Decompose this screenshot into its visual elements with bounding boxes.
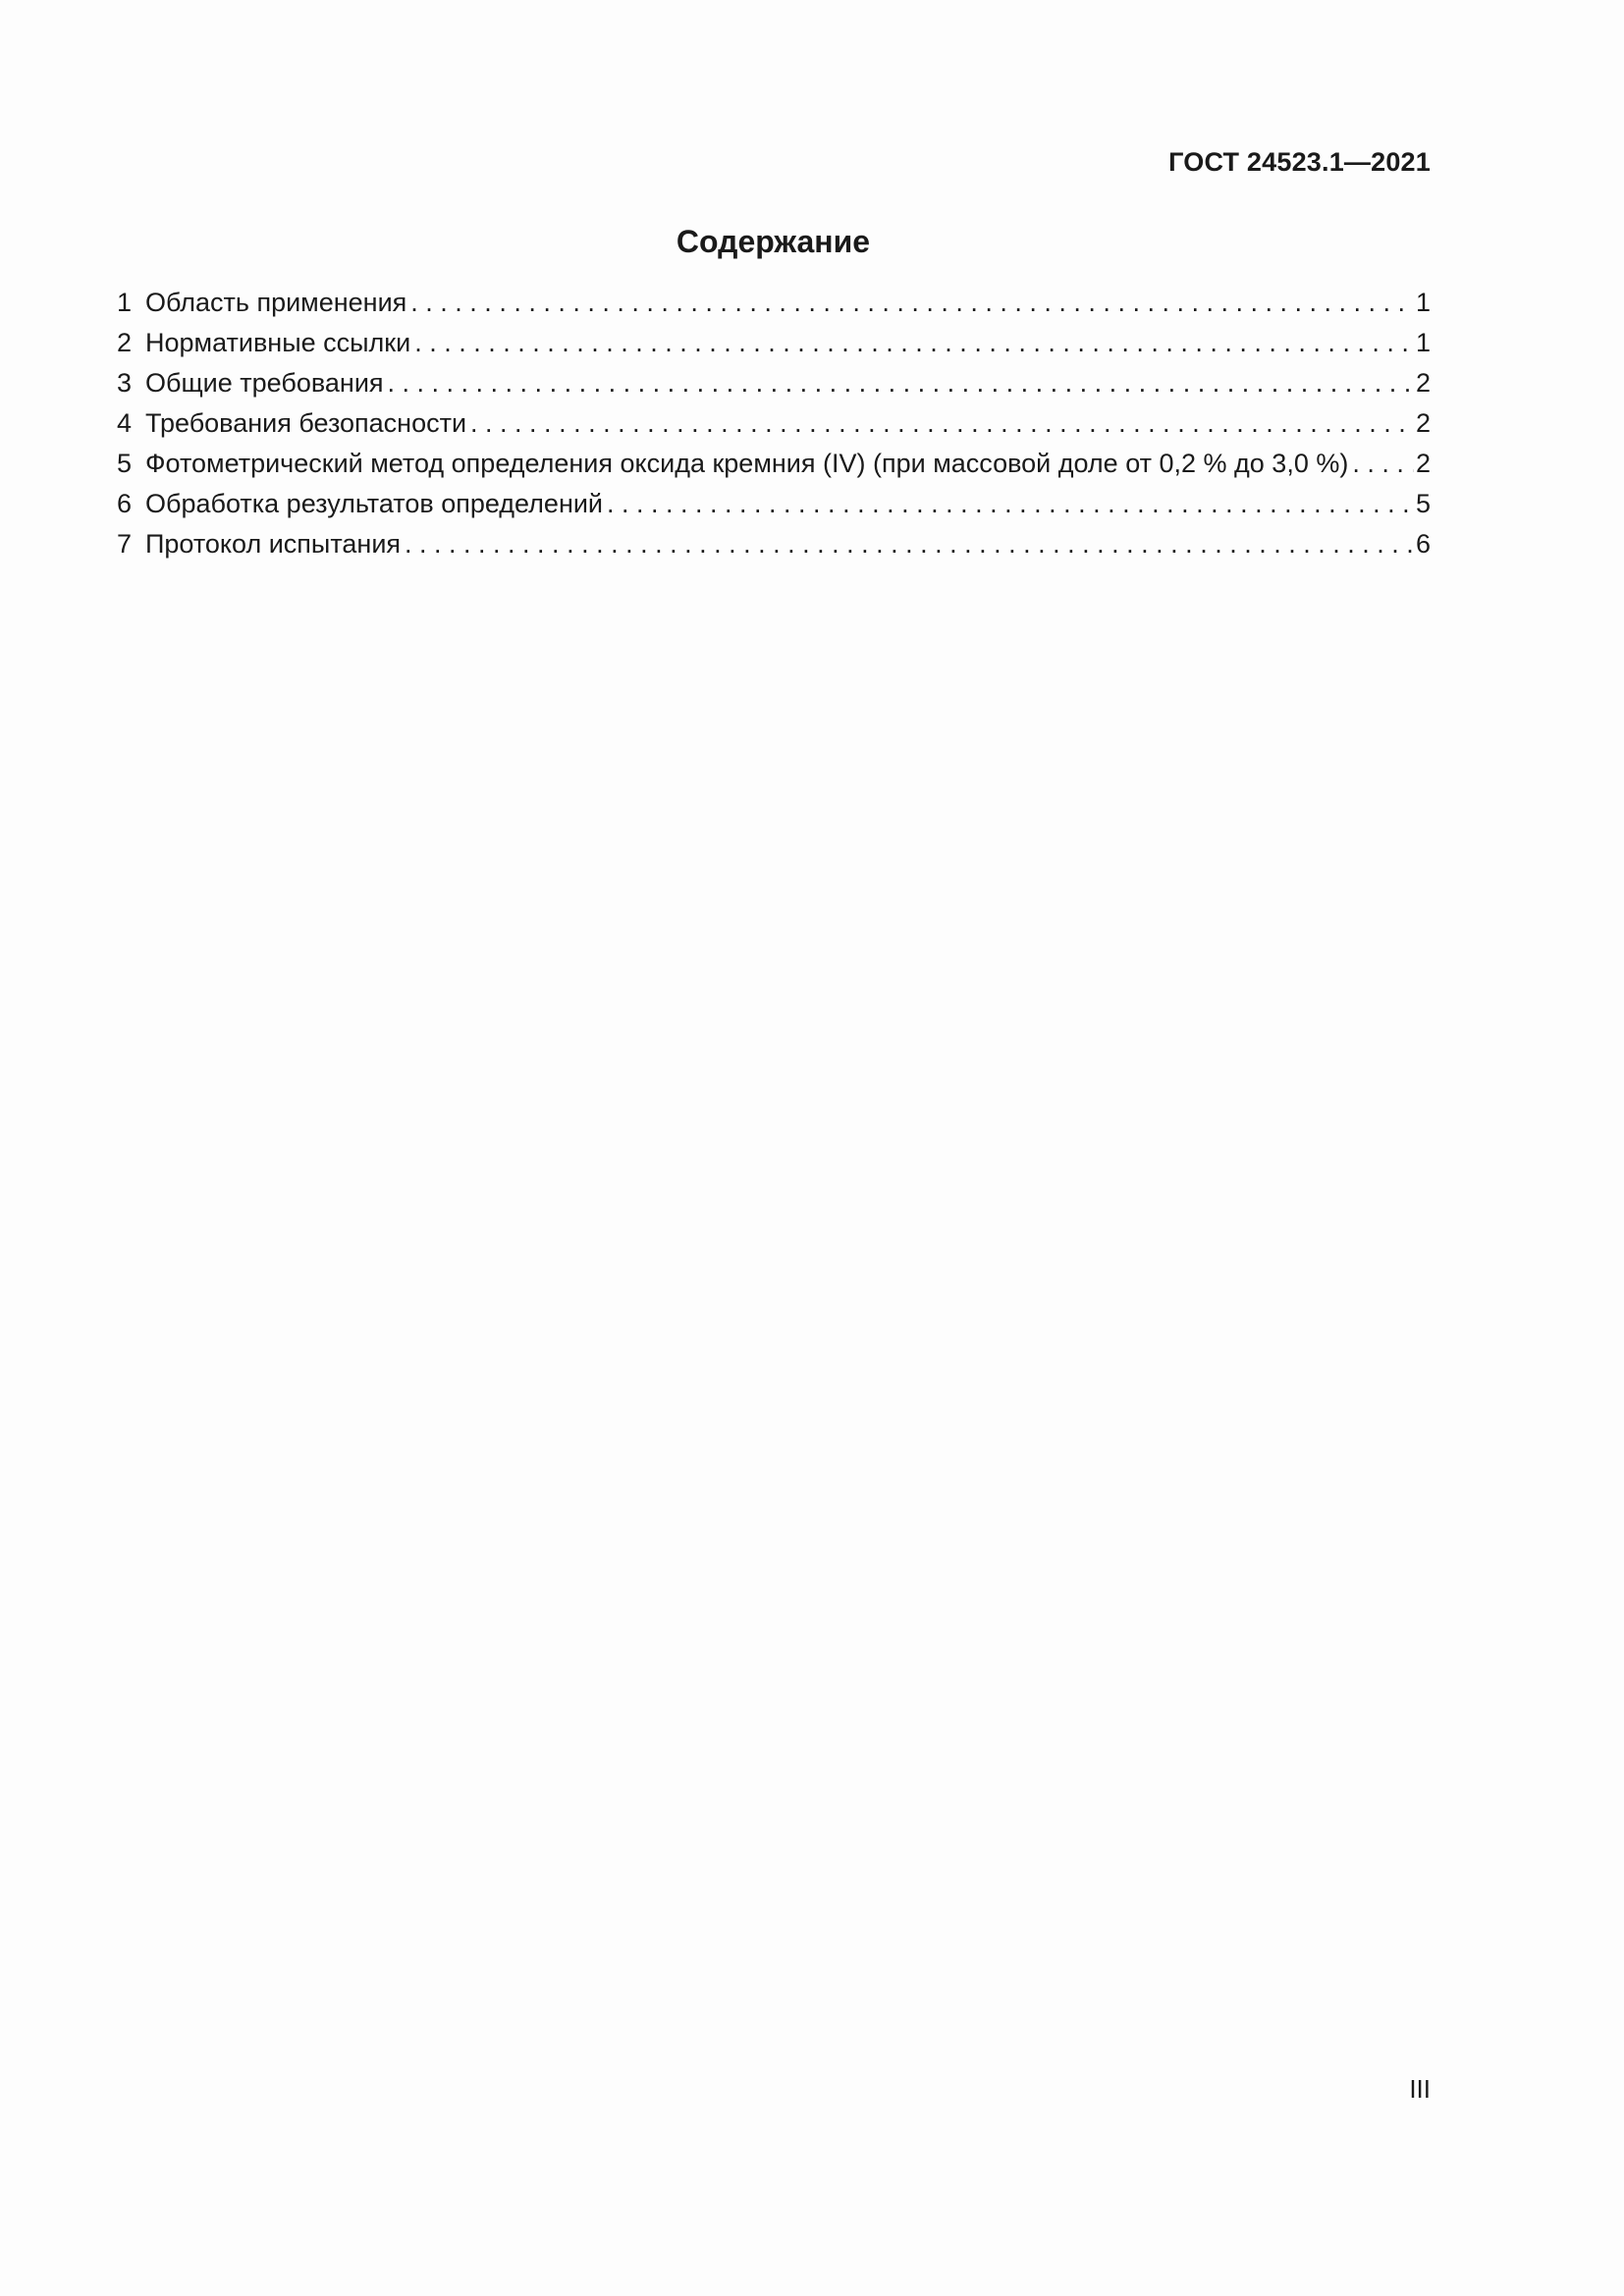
toc-dot-leader (607, 484, 1414, 524)
toc-dot-leader (388, 363, 1414, 403)
toc-entry-title: Область применения (145, 288, 407, 317)
toc-entry-number: 3 (117, 368, 133, 398)
page-number: III (1409, 2074, 1431, 2104)
toc-entry-number: 4 (117, 408, 133, 438)
toc-entry-number: 5 (117, 449, 133, 478)
toc-entry[interactable] (117, 363, 1431, 403)
toc-entry[interactable] (117, 283, 1431, 323)
toc-entry-title: Фотометрический метод определения оксида кремния (IV) (при массовой доле от 0,2 % до 3,0 %) (145, 449, 1349, 478)
toc-entry-page: 5 (1415, 489, 1431, 518)
toc-dot-leader (470, 403, 1414, 444)
toc-entry-page: 1 (1415, 288, 1431, 317)
toc-entry-number: 2 (117, 328, 133, 357)
toc-entry-page: 1 (1415, 328, 1431, 357)
toc-entry-page: 2 (1415, 449, 1431, 478)
toc-title: Содержание (676, 224, 871, 259)
toc-dot-leader (405, 524, 1414, 564)
toc-entry-title: Протокол испытания (145, 529, 402, 559)
toc-entry-number: 6 (117, 489, 133, 518)
toc-entry[interactable] (117, 403, 1431, 444)
toc-entry-title: Требования безопасности (145, 408, 467, 438)
toc-entry-page: 2 (1415, 408, 1431, 438)
table-of-contents (117, 283, 1431, 564)
toc-dot-leader (410, 283, 1414, 323)
toc-entry-page: 2 (1415, 368, 1431, 398)
toc-entry-title: Обработка результатов определений (145, 489, 604, 518)
toc-entry[interactable] (117, 323, 1431, 363)
toc-entry[interactable] (117, 444, 1431, 484)
toc-entry[interactable] (117, 484, 1431, 524)
document-code: ГОСТ 24523.1—2021 (1168, 147, 1431, 177)
toc-entry[interactable] (117, 524, 1431, 564)
toc-entry-number: 7 (117, 529, 133, 559)
toc-dot-leader (1352, 444, 1414, 484)
toc-entry-page: 6 (1415, 529, 1431, 559)
toc-entry-title: Общие требования (145, 368, 384, 398)
toc-dot-leader (414, 323, 1414, 363)
toc-entry-number: 1 (117, 288, 133, 317)
toc-entry-title: Нормативные ссылки (145, 328, 411, 357)
